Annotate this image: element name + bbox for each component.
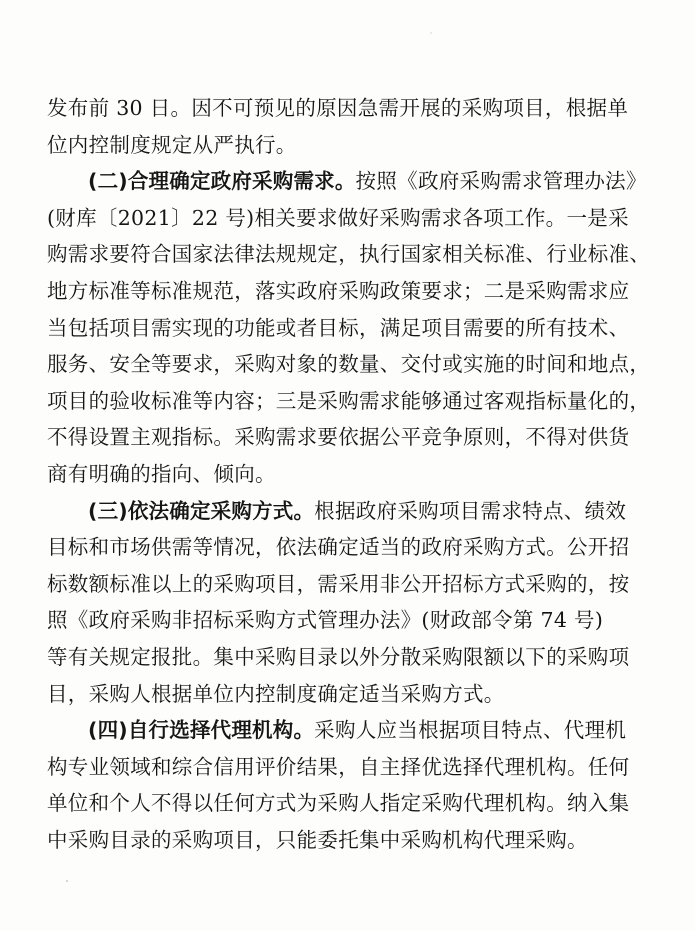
text-line [47, 383, 651, 420]
text-line [47, 566, 647, 603]
section-heading-line [47, 163, 647, 200]
line-text: 标数额标准以上的采购项目，需采用非公开招标方式采购的，按 [47, 571, 630, 596]
text-line [47, 236, 651, 273]
line-text: 地方标准等标准规范，落实政府采购政策要求；二是采购需求应 [47, 278, 630, 303]
text-line [47, 200, 647, 237]
line-text: 目标和市场供需等情况，依法确定适当的政府采购方式。公开招 [47, 535, 630, 560]
line-text: (财库〔2021〕22 号)相关要求做好采购需求各项工作。一是采 [47, 205, 629, 230]
text-line [47, 346, 651, 383]
text-line [47, 822, 647, 859]
line-text: 服务、安全等要求，采购对象的数量、交付或实施的时间和地点， [47, 352, 651, 377]
line-text: 项目的验收标准等内容；三是采购需求能够通过客观指标量化的， [47, 388, 651, 413]
line-text: 不得设置主观指标。采购需求要依据公平竞争原则，不得对供货 [47, 425, 630, 450]
line-text: 照《政府采购非招标采购方式管理办法》(财政部令第 74 号) [47, 608, 604, 633]
text-line [47, 639, 647, 676]
text-line [47, 602, 647, 639]
line-text: 位内控制度规定从严执行。 [47, 132, 297, 157]
section-heading-line [47, 712, 647, 749]
line-text: 商有明确的指向、倾向。 [47, 461, 276, 486]
line-text: 中采购目录的采购项目，只能委托集中采购机构代理采购。 [47, 827, 588, 852]
text-line [47, 456, 647, 493]
section-heading-3: (三)依法确定采购方式。 [88, 498, 315, 523]
body-text-block [47, 90, 651, 858]
text-line [47, 529, 647, 566]
line-text: 当包括项目需实现的功能或者目标，满足项目需要的所有技术、 [47, 315, 630, 340]
text-line [47, 273, 647, 310]
line-text: 根据政府采购项目需求特点、绩效 [314, 498, 627, 523]
section-heading-4: (四)自行选择代理机构。 [88, 718, 315, 743]
line-text: 发布前 30 日。因不可预见的原因急需开展的采购项目，根据单 [47, 96, 629, 120]
line-text: 单位和个人不得以任何方式为采购人指定采购代理机构。纳入集 [47, 791, 630, 816]
text-line [47, 90, 647, 127]
line-text: 构专业领域和综合信用评价结果，自主择优选择代理机构。任何 [47, 754, 630, 779]
text-line [47, 127, 647, 164]
line-text: 目，采购人根据单位内控制度确定适当采购方式。 [47, 681, 505, 706]
line-text: 购需求要符合国家法律法规规定，执行国家相关标准、行业标准、 [47, 242, 651, 267]
scan-speck [66, 880, 68, 882]
text-line [47, 785, 647, 822]
line-text: 采购人应当根据项目特点、代理机 [314, 718, 627, 743]
section-heading-2: (二)合理确定政府采购需求。 [88, 169, 356, 194]
text-line [47, 749, 647, 786]
text-line [47, 310, 647, 347]
text-line [47, 676, 647, 713]
scan-speck [430, 32, 432, 34]
line-text: 按照《政府采购需求管理办法》 [355, 169, 647, 194]
text-line [47, 419, 647, 456]
section-heading-line [47, 493, 647, 530]
line-text: 等有关规定报批。集中采购目录以外分散采购限额以下的采购项 [47, 644, 630, 669]
